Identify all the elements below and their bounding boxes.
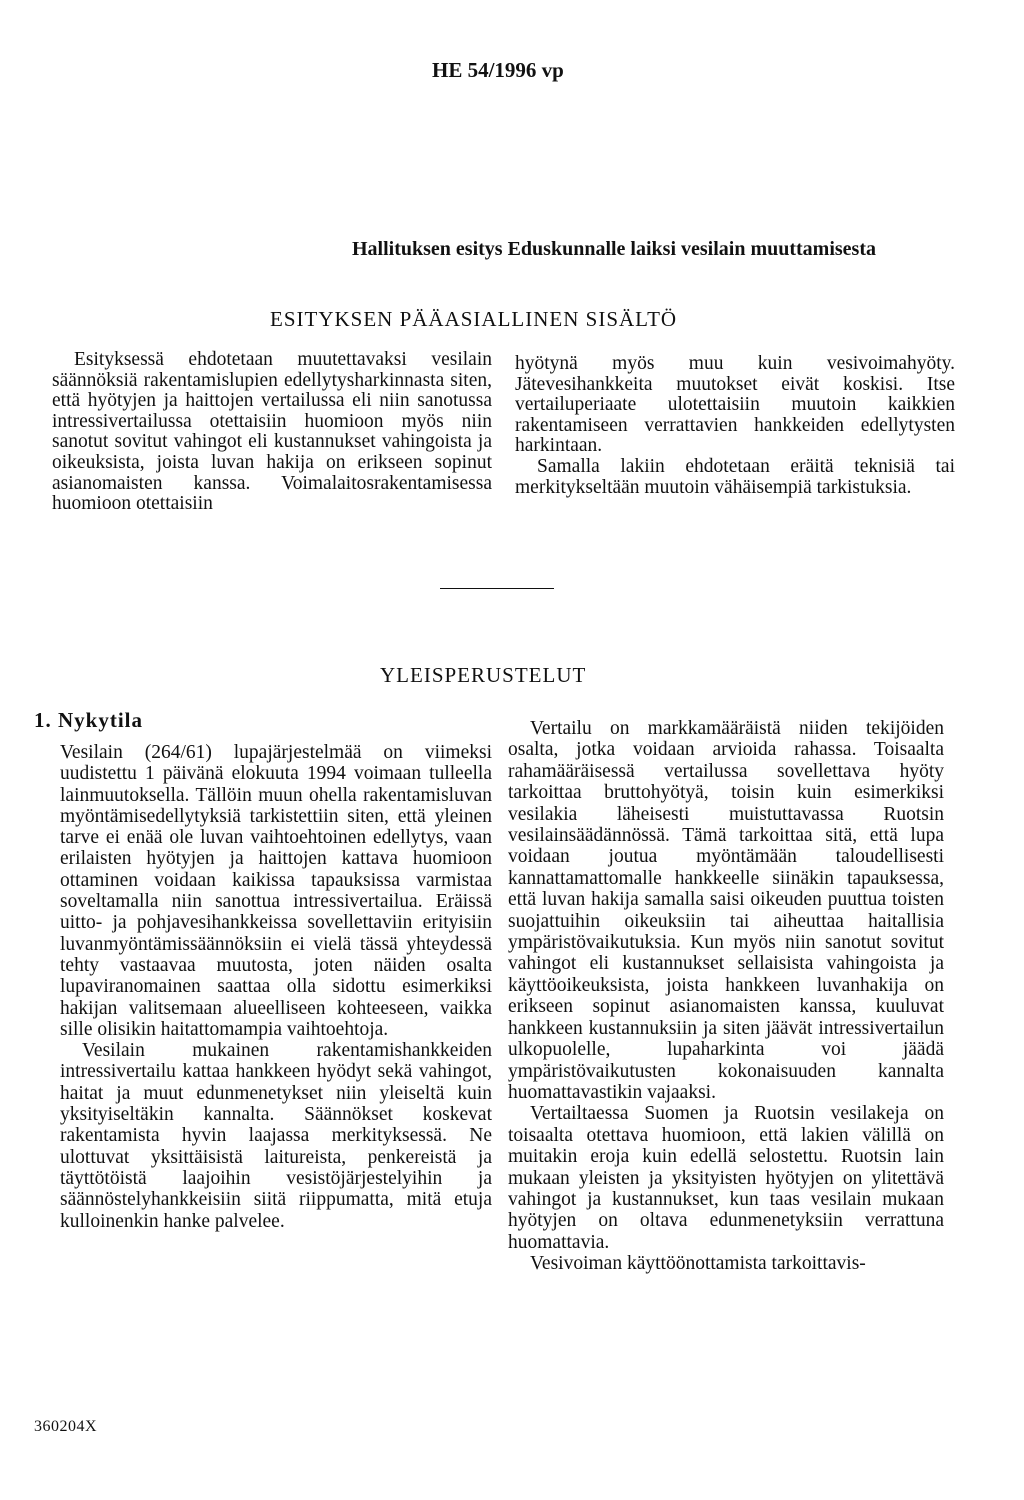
- body-paragraph: Vesilain mukainen rakentamishankkeiden intressivertailu kattaa hankkeen hyödyt sekä vahingot, haitat ja muut edunmenetykset niin yleiseltä kuin yksityiseltäkin kannalta. Säännökset koskevat rakentamista hyvin laajassa merkityksessä. Ne ulottuvat yksittäisistä laitureista, penkereistä ja täyttötöistä laajoihin vesistöjärjestelyihin ja säännöstelyhankkeisiin siitä riippumatta, mitä etuja kulloinenkin hanke palvelee.: [60, 1040, 492, 1232]
- body-paragraph: Vertailu on markkamääräistä niiden tekijöiden osalta, jotka voidaan arvioida rahassa. Toisaalta rahamääräisessä vertailussa sovellettava hyöty tarkoittaa bruttohyötyä, toisin kuin esimerkiksi vesilakia läheisesti muistuttavassa Ruotsin vesilainsäädännössä. Tämä tarkoittaa sitä, että lupa voidaan joutua myöntämään taloudellisesti kannattamattomalle hankkeelle siinäkin tapauksessa, että luvan hakija samalla saisi oikeuden puuttua toisten suojattuihin oikeuksiin tai aiheuttaa haitallisia ympäristövaikutuksia. Kun myös niin sanotut sovitut vahingot eli kustannukset sellaisista vahingoista ja käyttöoikeuksista, joista hankkeen luvanhakija on erikseen sopinut asianomaisten kanssa, kuuluvat hankkeen kustannuksiin ja siten jäävät intressivertailun ulkopuolelle, lupaharkinta voi jäädä ympäristövaikutusten kokonaisuuden kannalta huomattavastikin vajaaksi.: [508, 718, 944, 1103]
- body-paragraph: Vertailtaessa Suomen ja Ruotsin vesilakeja on toisaalta otettava huomioon, että lakien välillä on muitakin eroja kuin edellä selostettu. Ruotsin lain mukaan yleisten ja yksityisten hyötyjen on ylitettävä vahingot ja kustannukset, kun taas vesilain mukaan hyötyjen on oltava edunmenetyksiin verrattuna huomattavia.: [508, 1103, 944, 1253]
- section-divider: [440, 588, 554, 589]
- summary-heading: ESITYKSEN PÄÄASIALLINEN SISÄLTÖ: [270, 307, 678, 331]
- document-title: Hallituksen esitys Eduskunnalle laiksi vesilain muuttamisesta: [352, 238, 877, 260]
- body-paragraph: Vesilain (264/61) lupajärjestelmää on viimeksi uudistettu 1 päivänä elokuuta 1994 voimaan tulleella lainmuutoksella. Tällöin muun ohella rakentamisluvan myöntämisedellytyksiä tarkistettiin siten, että yleinen tarve ei enää ole luvan vaihtoehtoinen edellytys, vaan erilaisten hyötyjen ja haittojen kattava huomioon ottaminen voidaan kaikissa tapauksissa varmistaa soveltamalla niin sanottua intressivertailua. Eräissä uitto- ja pohjavesihankkeissa sovellettaviin erityisiin luvanmyöntämissäännöksiin ei vielä tässä yhteydessä tehty vastaavaa muutosta, joten näiden osalta lupaviranomainen saattaa olla sidottu esimerkiksi hakijan valitsemaan alueelliseen kohteeseen, vaikka sille olisikin haitattomampia vaihtoehtoja.: [60, 742, 492, 1040]
- subsection-heading: 1. Nykytila: [34, 708, 144, 732]
- summary-paragraph: Samalla lakiin ehdotetaan eräitä teknisiä tai merkitykseltään muutoin vähäisempiä tarkistuksia.: [515, 455, 955, 498]
- body-paragraph: Vesivoiman käyttöönottamista tarkoittavis-: [530, 1253, 866, 1275]
- summary-right-column: [515, 354, 955, 498]
- document-id: HE 54/1996 vp: [432, 58, 564, 82]
- body-right-column: [508, 718, 944, 1275]
- summary-paragraph: hyötynä myös muu kuin vesivoimahyöty. Jätevesihankkeita muutokset eivät koskisi. Itse vertailuperiaate ulotettaisiin muutoin kaikkien rakentamiseen verrattavien hankkeiden edellytysten harkintaan.: [515, 353, 955, 457]
- summary-paragraph: Esityksessä ehdotetaan muutettavaksi vesilain säännöksiä rakentamislupien edellytysharkinnasta siten, että hyötyjen ja haittojen vertailussa eli niin sanotussa intressivertailussa otettaisiin huomioon myös niin sanotut sovitut vahingot eli kustannukset vahingoista ja oikeuksista, joista luvan hakija on erikseen sopinut asianomaisten kanssa. Voimalaitosrakentamisessa huomioon otettaisiin: [52, 349, 492, 515]
- footer-code: 360204X: [34, 1418, 98, 1435]
- summary-left-column: [52, 350, 492, 515]
- body-left-column: [60, 742, 492, 1232]
- section-heading: YLEISPERUSTELUT: [380, 663, 587, 687]
